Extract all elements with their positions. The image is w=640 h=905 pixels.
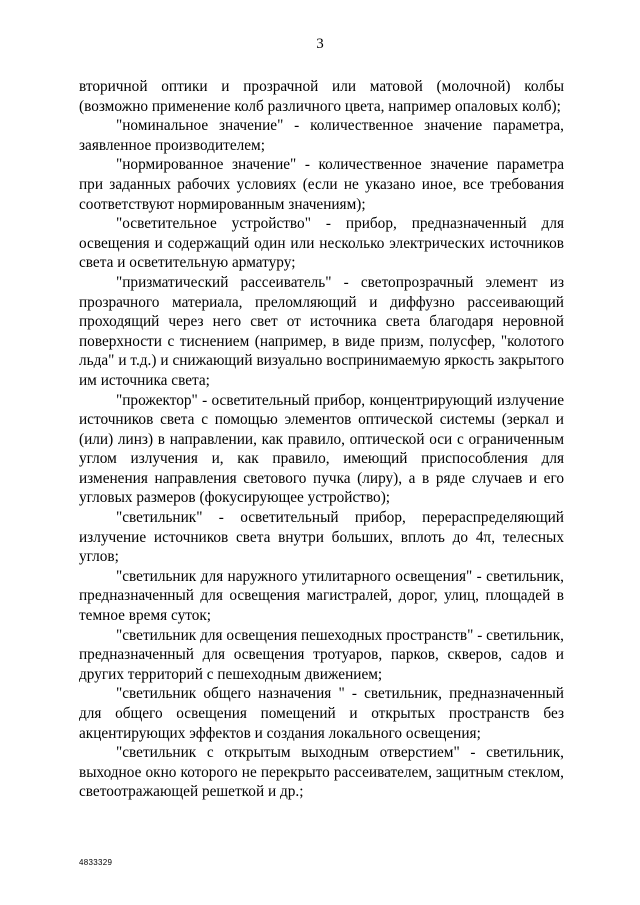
definition-pedestrian-luminaire: "светильник для освещения пешеходных пространств" - светильник, предназначенный для освещения тротуаров, парков, скверов, садов и других территорий с пешеходным движением; [79,626,564,683]
document-body [79,77,564,802]
paragraph-continuation: вторичной оптики и прозрачной или матовой (молочной) колбы (возможно применение колб различного цвета, например опаловых колб); [79,78,564,115]
definition-nominal-value: "номинальное значение" - количественное значение параметра, заявленное производителем; [79,117,564,154]
definition-floodlight: "прожектор" - осветительный прибор, концентрирующий излучение источников света с помощью элементов оптической системы (зеркал и (или) линз) в направлении, как правило, оптической оси с ограниченным углом излучения и, как правило, имеющий приспособления для изменения направления светового пучка (лиру), а в ряде случаев и его угловых размеров (фокусирующее устройство); [79,391,564,507]
definition-luminaire: "светильник" - осветительный прибор, перераспределяющий излучение источников света внутри больших, вплоть до 4π, телесных углов; [79,509,564,566]
definition-open-luminaire: "светильник с открытым выходным отверстием" - светильник, выходное окно которого не перекрыто рассеивателем, защитным стеклом, светоотражающей решеткой и др.; [79,744,564,801]
definition-general-luminaire: "светильник общего назначения " - светильник, предназначенный для общего освещения помещений и открытых пространств без акцентирующих эффектов и создания локального освещения; [79,685,564,742]
definition-lighting-device: "осветительное устройство" - прибор, предназначенный для освещения и содержащий один или несколько электрических источников света и осветительную арматуру; [79,215,564,272]
definition-prismatic-diffuser: "призматический рассеиватель" - светопрозрачный элемент из прозрачного материала, преломляющий и диффузно рассеивающий проходящий через него свет от источника света благодаря неровной поверхности с тиснением (например, в виде призм, полусфер, "колотого льда" и т.д.) и снижающий визуально воспринимаемую яркость закрытого им источника света; [79,273,564,389]
document-id: 4833329 [79,858,113,867]
definition-rated-value: "нормированное значение" - количественное значение параметра при заданных рабочих условиях (если не указано иное, все требования соответствуют нормированным значениям); [79,156,564,213]
page-number: 3 [316,36,324,52]
definition-outdoor-luminaire: "светильник для наружного утилитарного освещения" - светильник, предназначенный для освещения магистралей, дорог, улиц, площадей в темное время суток; [79,567,564,625]
